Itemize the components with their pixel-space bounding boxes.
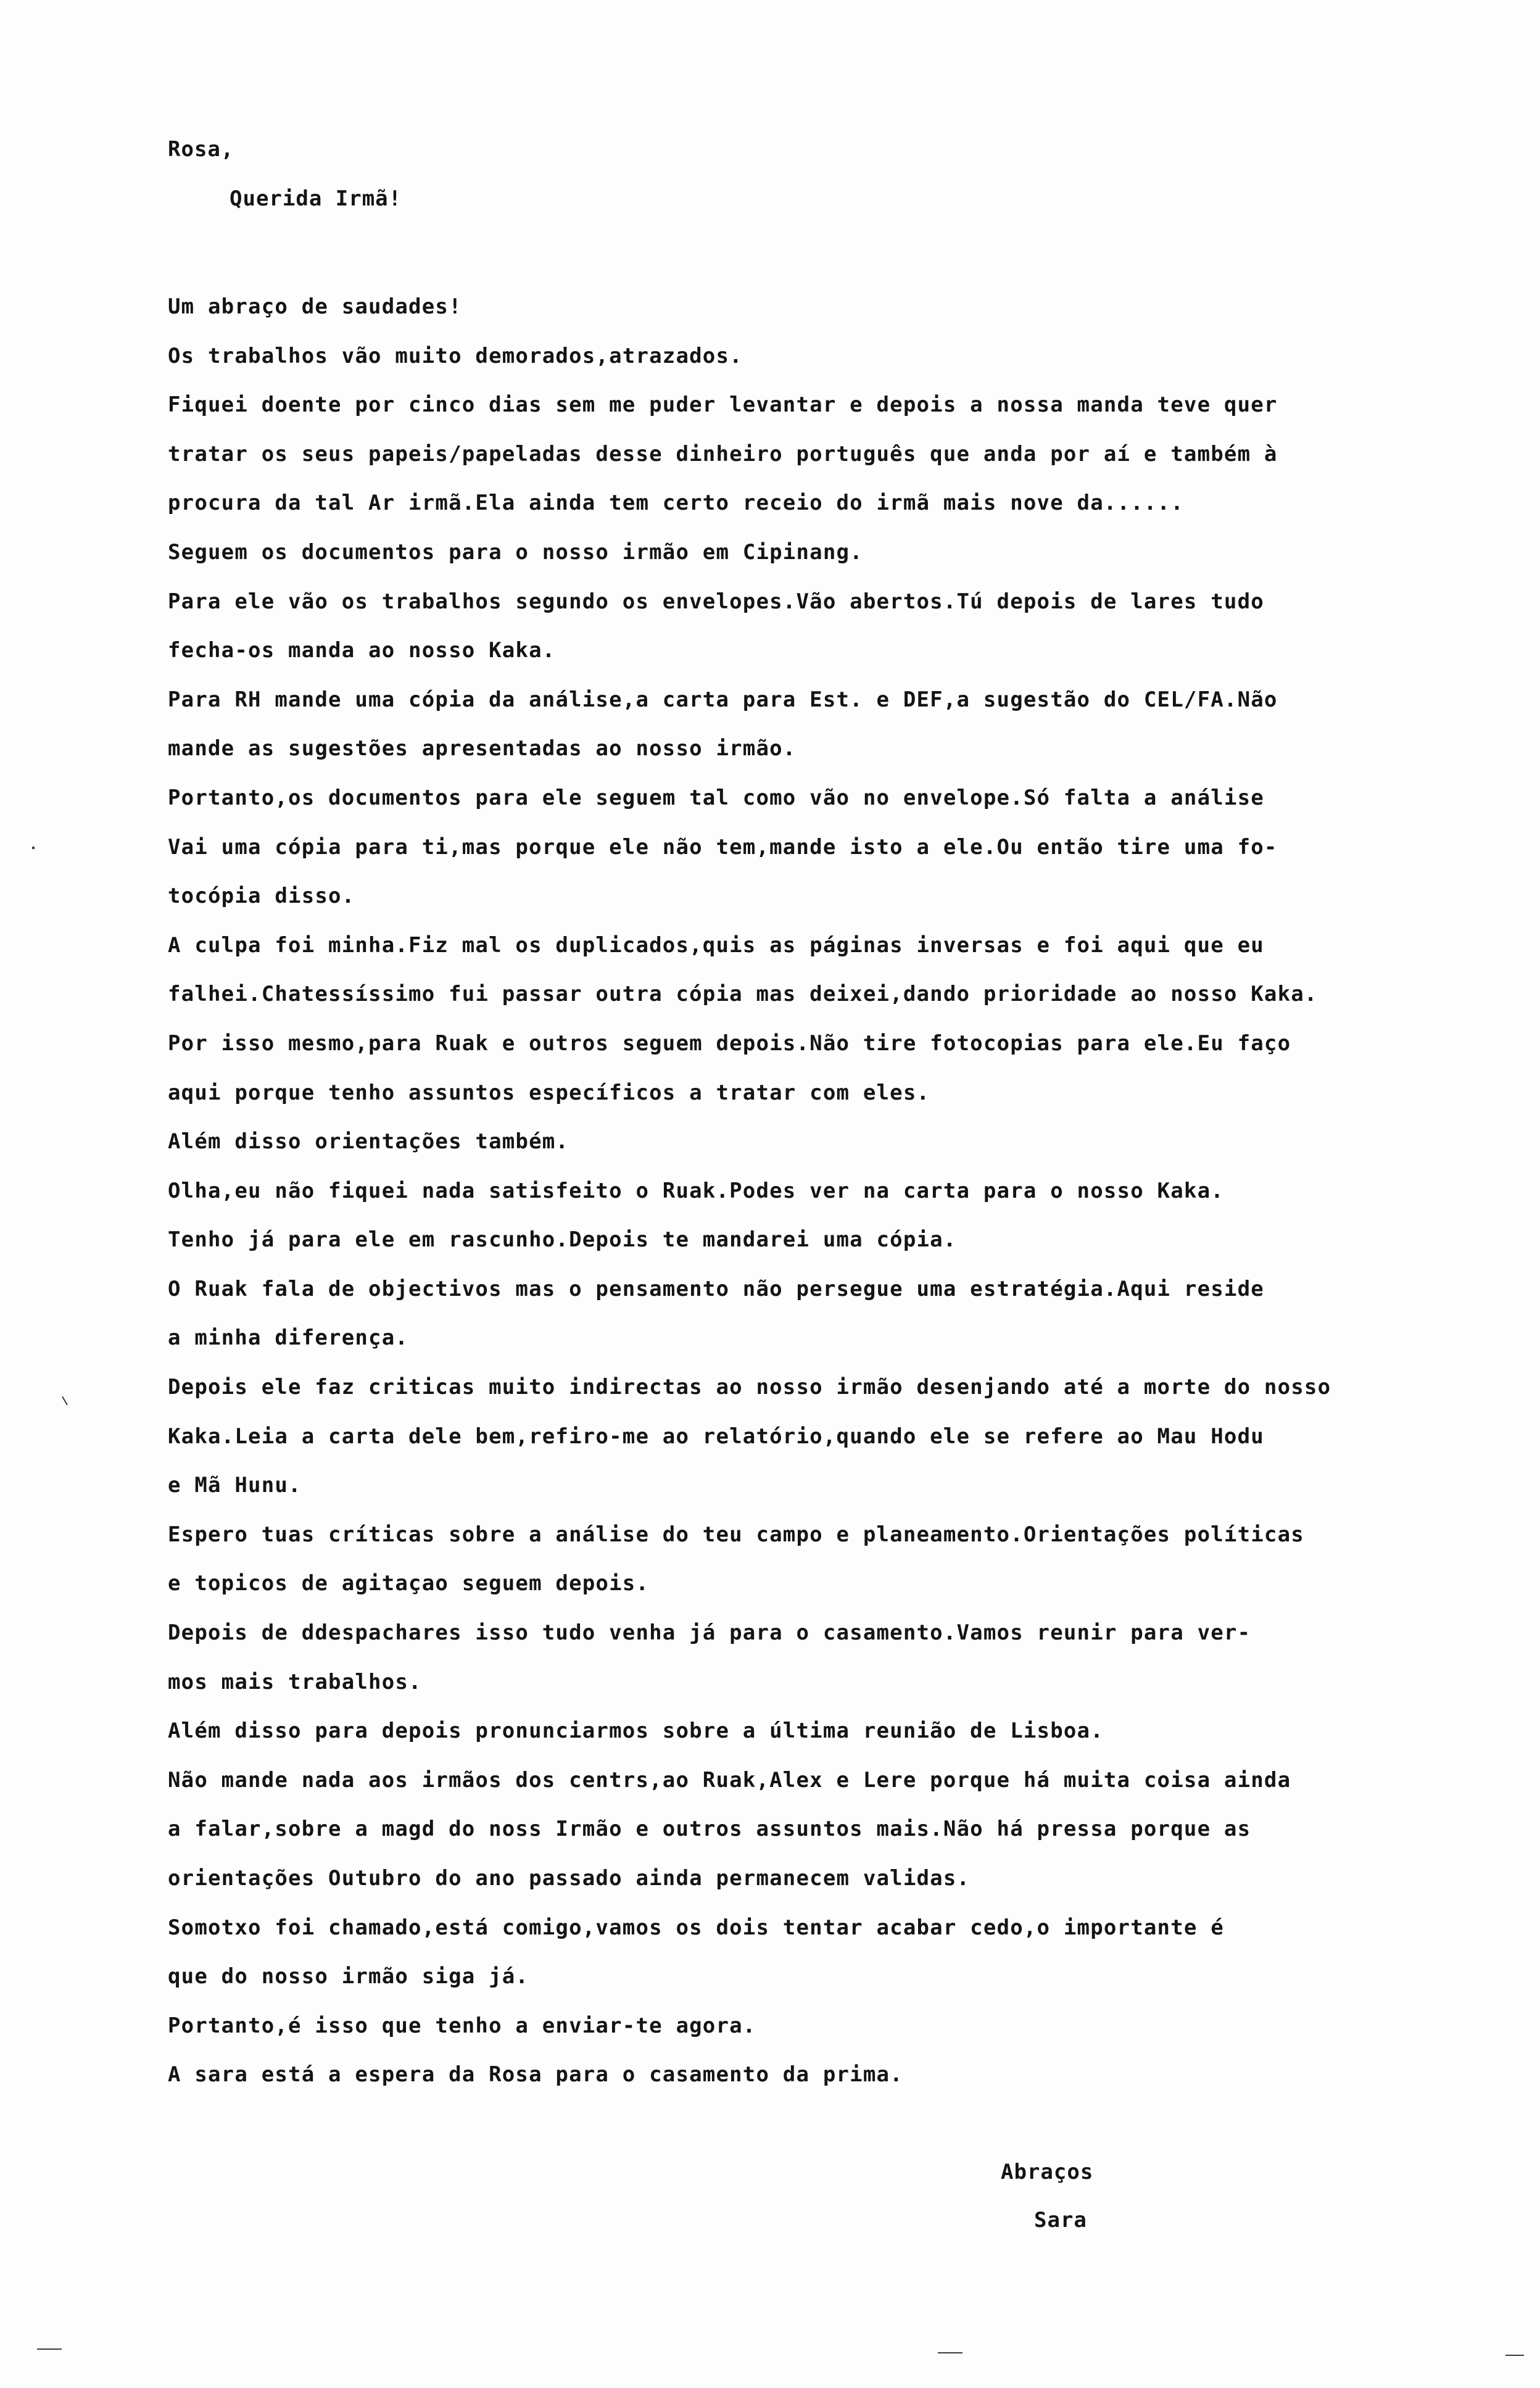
scan-speck <box>32 847 35 849</box>
letter-line: e Mã Hunu. <box>168 1473 302 1498</box>
signature: Sara <box>1034 2208 1087 2233</box>
letter-line: que do nosso irmão siga já. <box>168 1964 529 1989</box>
letter-line: Fiquei doente por cinco dias sem me puder levantar e depois a nossa manda teve quer <box>168 392 1278 418</box>
letter-line: Os trabalhos vão muito demorados,atrazados. <box>168 343 743 368</box>
letter-line: Portanto,é isso que tenho a enviar-te agora. <box>168 2013 756 2038</box>
letter-line: tratar os seus papeis/papeladas desse dinheiro português que anda por aí e também à <box>168 441 1278 466</box>
letter-line: O Ruak fala de objectivos mas o pensamento não persegue uma estratégia.Aqui reside <box>168 1276 1264 1301</box>
scan-speck <box>62 1396 68 1406</box>
letter-line: Kaka.Leia a carta dele bem,refiro-me ao relatório,quando ele se refere ao Mau Hodu <box>168 1424 1264 1449</box>
letter-line: Não mande nada aos irmãos dos centrs,ao Ruak,Alex e Lere porque há muita coisa ainda <box>168 1767 1291 1793</box>
letter-body <box>168 283 1494 2100</box>
letter-line: Espero tuas críticas sobre a análise do teu campo e planeamento.Orientações políticas <box>168 1522 1304 1547</box>
letter-line: falhei.Chatessíssimo fui passar outra cópia mas deixei,dando prioridade ao nosso Kaka. <box>168 982 1318 1007</box>
letter-line: Seguem os documentos para o nosso irmão em Cipinang. <box>168 539 863 565</box>
letter-line: Depois ele faz criticas muito indirectas ao nosso irmão desenjando até a morte do nosso <box>168 1375 1331 1400</box>
letter-line: Portanto,os documentos para ele seguem tal como vão no envelope.Só falta a análise <box>168 785 1264 810</box>
letter-line: A sara está a espera da Rosa para o casamento da prima. <box>168 2062 903 2087</box>
letter-line: aqui porque tenho assuntos específicos a tratar com eles. <box>168 1080 930 1105</box>
letter-line: a minha diferença. <box>168 1325 409 1351</box>
letter-line: a falar,sobre a magd do noss Irmão e outros assuntos mais.Não há pressa porque as <box>168 1817 1251 1842</box>
letter-line: Olha,eu não fiquei nada satisfeito o Ruak.Podes ver na carta para o nosso Kaka. <box>168 1178 1224 1203</box>
letter-line: Para ele vão os trabalhos segundo os envelopes.Vão abertos.Tú depois de lares tudo <box>168 589 1264 614</box>
letter-line: mos mais trabalhos. <box>168 1669 422 1694</box>
greeting: Querida Irmã! <box>230 186 402 211</box>
letter-line: mande as sugestões apresentadas ao nosso irmão. <box>168 736 797 761</box>
letter-line: Tenho já para ele em rascunho.Depois te mandarei uma cópia. <box>168 1227 957 1253</box>
scan-speck <box>938 2352 962 2353</box>
letter-line: e topicos de agitaçao seguem depois. <box>168 1571 650 1596</box>
letter-line: Além disso orientações também. <box>168 1129 569 1155</box>
scan-speck <box>1505 2355 1524 2356</box>
letter-line: Depois de ddespachares isso tudo venha já para o casamento.Vamos reunir para ver- <box>168 1620 1251 1646</box>
letter-line: procura da tal Ar irmã.Ela ainda tem certo receio do irmã mais nove da...... <box>168 491 1184 516</box>
letter-line: Um abraço de saudades! <box>168 294 462 319</box>
letter-line: orientações Outubro do ano passado ainda permanecem validas. <box>168 1866 971 1891</box>
letter-line: Além disso para depois pronunciarmos sobre a última reunião de Lisboa. <box>168 1718 1104 1744</box>
salutation: Rosa, <box>168 137 234 162</box>
letter-line: Vai uma cópia para ti,mas porque ele não tem,mande isto a ele.Ou então tire uma fo- <box>168 834 1278 860</box>
letter-line: A culpa foi minha.Fiz mal os duplicados,quis as páginas inversas e foi aqui que eu <box>168 932 1264 958</box>
letter-line: Somotxo foi chamado,está comigo,vamos os dois tentar acabar cedo,o importante é <box>168 1915 1224 1940</box>
letter-line: fecha-os manda ao nosso Kaka. <box>168 638 556 663</box>
letter-line: tocópia disso. <box>168 884 355 909</box>
scan-speck <box>37 2349 62 2350</box>
letter-line: Para RH mande uma cópia da análise,a carta para Est. e DEF,a sugestão do CEL/FA.Não <box>168 687 1278 712</box>
letter-line: Por isso mesmo,para Ruak e outros seguem depois.Não tire fotocopias para ele.Eu faço <box>168 1030 1291 1056</box>
closing: Abraços <box>1001 2160 1094 2184</box>
